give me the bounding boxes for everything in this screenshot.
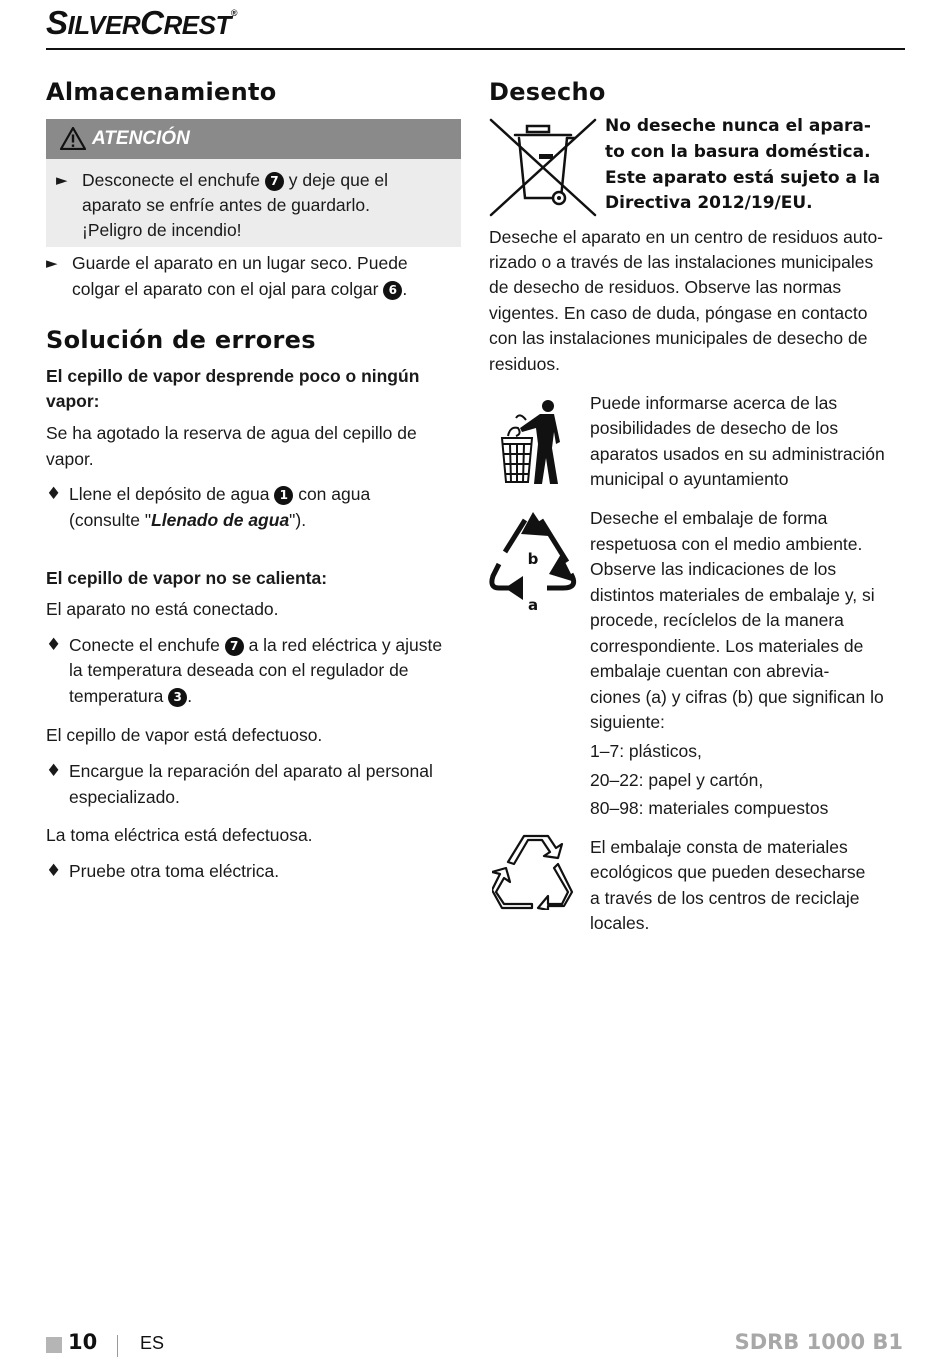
- storage-item2-line2: colgar el aparato con el ojal para colgar 6 .: [72, 279, 408, 299]
- packaging-l7: embalaje cuentan con abrevia-: [590, 661, 830, 681]
- warning-item-line2: aparato se enfríe antes de guardarlo.: [82, 195, 370, 215]
- tidyman-icon: [496, 398, 572, 486]
- packaging-l8: ciones (a) y cifras (b) que significan lo: [590, 687, 884, 707]
- problem4-fix: Pruebe otra toma eléctrica.: [69, 861, 280, 881]
- logo-c: C: [140, 4, 164, 41]
- disposal-title: Desecho: [489, 78, 606, 106]
- crossed-out-wheelie-bin-icon: [489, 118, 599, 218]
- logo-s: S: [46, 4, 68, 41]
- brand-logo: [46, 4, 237, 42]
- disposal-para-l5: con las instalaciones municipales de desecho de: [489, 328, 868, 348]
- header-rule: [46, 48, 905, 50]
- disposal-warning-l3: Este aparato está sujeto a la: [605, 168, 881, 188]
- packaging-l1: Deseche el embalaje de forma: [590, 508, 828, 528]
- part-number-badge: 7: [265, 172, 284, 191]
- info-l2: posibilidades de desecho de los: [590, 418, 839, 438]
- problem1-heading-l2: vapor:: [46, 391, 100, 411]
- part-number-badge: 6: [383, 281, 402, 300]
- disposal-warning-l2: to con la basura doméstica.: [605, 142, 871, 162]
- storage-title: Almacenamiento: [46, 78, 277, 106]
- problem3-cause: El cepillo de vapor está defectuoso.: [46, 725, 323, 745]
- problem3-fix-l2: especializado.: [69, 787, 180, 807]
- arrow-bullet-icon: ►: [56, 171, 68, 189]
- storage-item2-line1: Guarde el aparato en un lugar seco. Puede: [72, 253, 408, 273]
- part-number-badge: 3: [168, 688, 187, 707]
- info-l1: Puede informarse acerca de las: [590, 393, 838, 413]
- problem1-cause-l1: Se ha agotado la reserva de agua del cepillo de: [46, 423, 417, 443]
- part-number-badge: 7: [225, 637, 244, 656]
- logo-rest: REST: [163, 10, 231, 40]
- packaging-l2: respetuosa con el medio ambiente.: [590, 534, 863, 554]
- problem4-cause: La toma eléctrica está defectuosa.: [46, 825, 313, 845]
- disposal-para-l6: residuos.: [489, 354, 561, 374]
- disposal-para-l1: Deseche el aparato en un centro de residuos auto-: [489, 227, 884, 247]
- diamond-bullet-icon: ♦: [46, 484, 62, 504]
- part-number-badge: 1: [274, 486, 293, 505]
- eco-l1: El embalaje consta de materiales: [590, 837, 848, 857]
- code-paper: 20–22: papel y cartón,: [590, 770, 764, 790]
- code-composites: 80–98: materiales compuestos: [590, 798, 829, 818]
- info-l4: municipal o ayuntamiento: [590, 469, 789, 489]
- diamond-bullet-icon: ♦: [46, 861, 62, 881]
- disposal-para-l4: vigentes. En caso de duda, póngase en contacto: [489, 303, 868, 323]
- problem1-fix-l2: (consulte "Llenado de agua").: [69, 510, 307, 530]
- problem2-fix-l3: temperatura 3 .: [69, 686, 193, 706]
- problem1-fix-l1: Llene el depósito de agua 1 con agua: [69, 484, 371, 504]
- warning-item-line3: ¡Peligro de incendio!: [82, 220, 242, 240]
- disposal-para-l2: rizado o a través de las instalaciones municipales: [489, 252, 874, 272]
- logo-ilver: ILVER: [67, 10, 141, 40]
- eco-l4: locales.: [590, 913, 650, 933]
- code-plastics: 1–7: plásticos,: [590, 741, 702, 761]
- diamond-bullet-icon: ♦: [46, 635, 62, 655]
- model-number: SDRB 1000 B1: [734, 1330, 903, 1354]
- warning-triangle-icon: [60, 127, 86, 150]
- disposal-para-l3: de desecho de residuos. Observe las normas: [489, 277, 842, 297]
- problem3-fix-l1: Encargue la reparación del aparato al personal: [69, 761, 433, 781]
- problem2-heading: El cepillo de vapor no se calienta:: [46, 568, 328, 588]
- recycle-label-b: b: [527, 550, 539, 568]
- logo-registered: ®: [230, 8, 237, 18]
- problem2-fix-l1: Conecte el enchufe 7 a la red eléctrica y ajuste: [69, 635, 443, 655]
- info-l3: aparatos usados en su administración: [590, 444, 885, 464]
- cross-reference: Llenado de agua: [151, 510, 290, 530]
- eco-l2: ecológicos que pueden desecharse: [590, 862, 866, 882]
- footer-separator: [117, 1335, 118, 1357]
- recycle-label-a: a: [527, 596, 539, 614]
- problem1-cause-l2: vapor.: [46, 449, 94, 469]
- problem1-heading-l1: El cepillo de vapor desprende poco o ningún: [46, 366, 420, 386]
- disposal-warning-l1: No deseche nunca el apara-: [605, 116, 871, 136]
- packaging-l9: siguiente:: [590, 712, 665, 732]
- language-code: ES: [140, 1333, 165, 1353]
- warning-box-header: [46, 119, 461, 159]
- footer-square-icon: [46, 1337, 62, 1353]
- packaging-l4: distintos materiales de embalaje y, si: [590, 585, 875, 605]
- disposal-warning-l4: Directiva 2012/19/EU.: [605, 193, 813, 213]
- packaging-l5: procede, recíclelos de la manera: [590, 610, 844, 630]
- recycling-arrows-icon: [492, 834, 574, 910]
- problem2-cause: El aparato no está conectado.: [46, 599, 279, 619]
- page-number: 10: [68, 1330, 98, 1354]
- recycling-triangle-icon: [487, 510, 579, 616]
- problem2-fix-l2: la temperatura deseada con el regulador de: [69, 660, 409, 680]
- arrow-bullet-icon: ►: [46, 254, 58, 272]
- diamond-bullet-icon: ♦: [46, 761, 62, 781]
- troubleshooting-title: Solución de errores: [46, 326, 316, 354]
- packaging-l6: correspondiente. Los materiales de: [590, 636, 864, 656]
- warning-item-line1: Desconecte el enchufe 7 y deje que el: [82, 170, 389, 190]
- eco-l3: a través de los centros de reciclaje: [590, 888, 860, 908]
- packaging-l3: Observe las indicaciones de los: [590, 559, 837, 579]
- warning-label: ATENCIÓN: [92, 128, 190, 149]
